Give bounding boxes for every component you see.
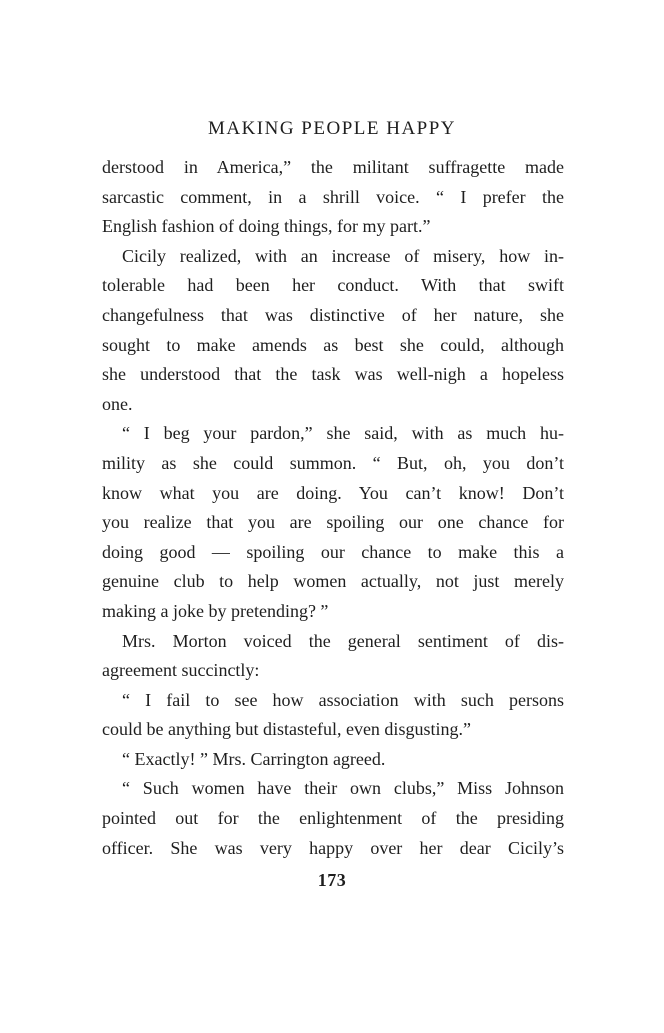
text-line: you realize that you are spoiling our one chance for bbox=[102, 512, 564, 533]
text-line: making a joke by pretending? ” bbox=[102, 600, 329, 621]
text-line: doing good — spoiling our chance to make this a bbox=[102, 541, 564, 562]
text-line: officer. She was very happy over her dear Cicily’s bbox=[102, 837, 564, 858]
text-line: Mrs. Morton voiced the general sentiment of dis- bbox=[122, 630, 564, 651]
text-line: “ Exactly! ” Mrs. Carrington agreed. bbox=[122, 748, 386, 769]
text-line: Cicily realized, with an increase of misery, how in- bbox=[122, 245, 564, 266]
text-line: one. bbox=[102, 393, 133, 414]
text-line: “ I fail to see how association with such persons bbox=[122, 689, 564, 710]
text-line: agreement succinctly: bbox=[102, 660, 260, 681]
text-line: genuine club to help women actually, not just merely bbox=[102, 571, 564, 592]
text-line: English fashion of doing things, for my part.” bbox=[102, 216, 431, 237]
text-line: derstood in America,” the militant suffragette made bbox=[102, 157, 564, 177]
text-line: know what you are doing. You can’t know! Don’t bbox=[102, 482, 564, 503]
text-line: “ Such women have their own clubs,” Miss Johnson bbox=[122, 778, 564, 799]
text-line: sought to make amends as best she could, although bbox=[102, 334, 564, 355]
text-line: mility as she could summon. “ But, oh, you don’t bbox=[102, 452, 564, 473]
running-head: MAKING PEOPLE HAPPY bbox=[207, 118, 457, 139]
text-line: she understood that the task was well-nigh a hopeless bbox=[102, 364, 564, 385]
text-line: “ I beg your pardon,” she said, with as much hu- bbox=[122, 423, 564, 444]
text-line: changefulness that was distinctive of her nature, she bbox=[102, 304, 564, 325]
text-line: could be anything but distasteful, even disgusting.” bbox=[102, 719, 471, 740]
body-text bbox=[102, 153, 564, 863]
text-line: sarcastic comment, in a shrill voice. “ I prefer the bbox=[102, 186, 564, 207]
text-line: pointed out for the enlightenment of the presiding bbox=[102, 808, 564, 829]
page-number: 173 bbox=[317, 870, 347, 890]
text-line: tolerable had been her conduct. With that swift bbox=[102, 275, 564, 296]
